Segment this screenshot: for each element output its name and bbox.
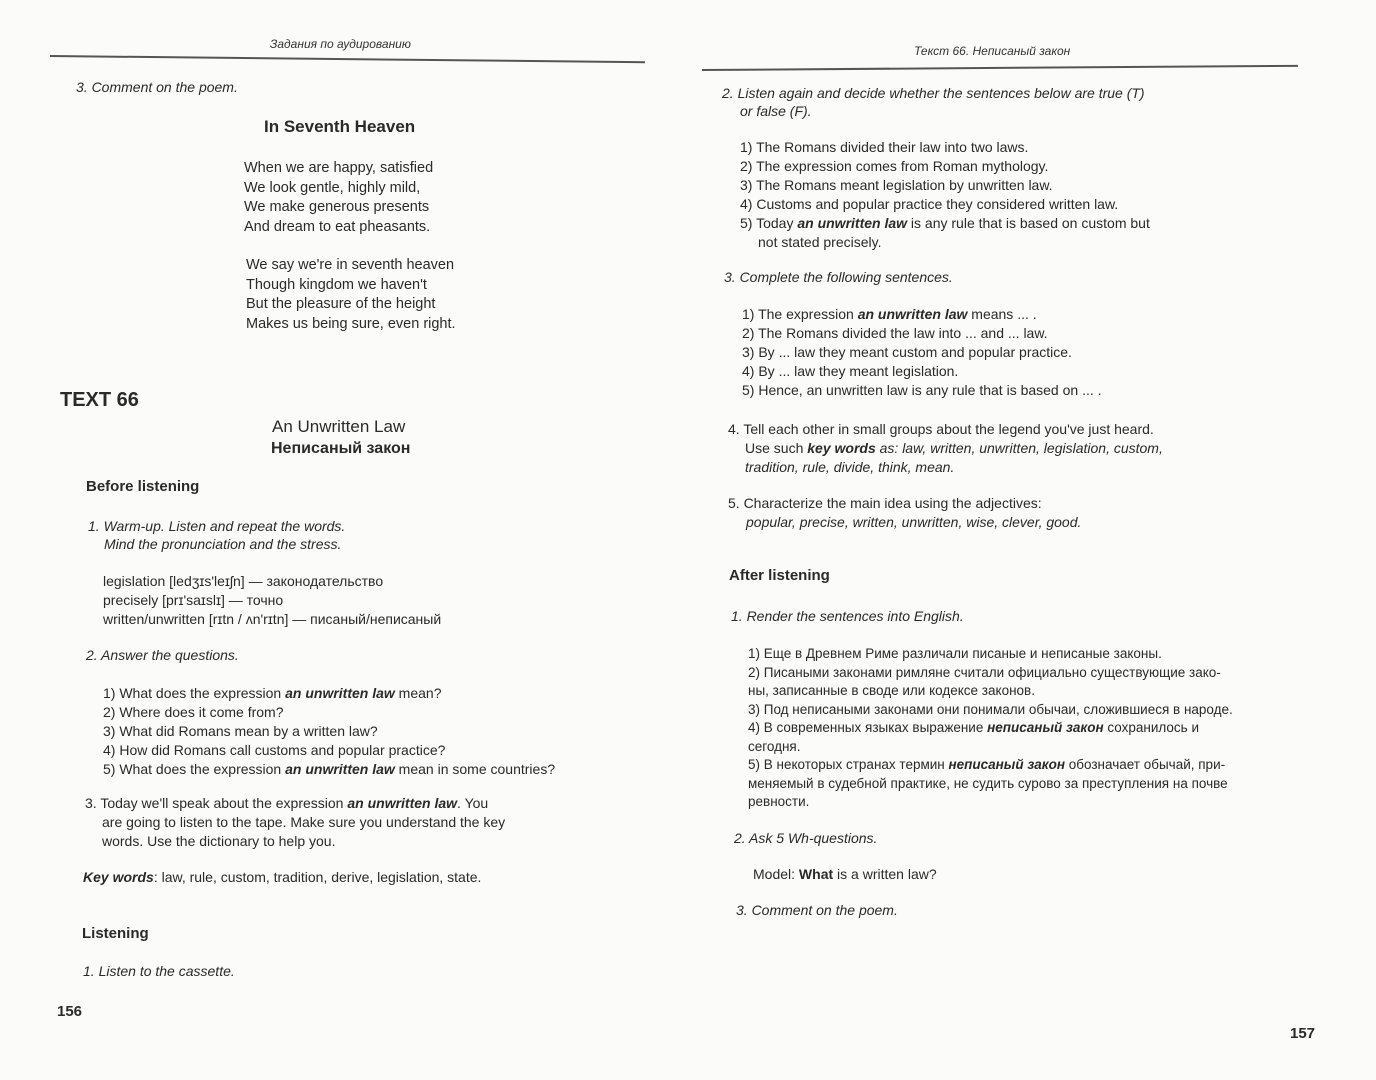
- questions-list: [103, 684, 555, 779]
- poem-stanza-1: [244, 159, 433, 237]
- poem-line: And dream to eat pheasants.: [244, 218, 431, 235]
- complete-item: 4) By ... law they meant legislation.: [742, 363, 959, 379]
- poem-line: Though kingdom we haven't: [246, 276, 427, 293]
- render-item: 4) В современных языках выражение неписаный закон сохранилось и: [748, 720, 1200, 735]
- comment-poem-task: 3. Comment on the poem.: [736, 902, 898, 918]
- poem-line: When we are happy, satisfied: [244, 160, 434, 176]
- wh-questions-task: 2. Ask 5 Wh-questions.: [734, 830, 878, 846]
- tf-list: 1) The Romans divided their law into two laws. 2) The expression comes from Roman mythology. 3) The Romans meant legislation by unwritten law. 4) Customs and popular practice they considered written law. 5) Today an unwritten law is any rule that is based on custom but not stated precisely.: [740, 139, 1150, 250]
- complete-task: 3. Complete the following sentences.: [724, 269, 953, 285]
- listening-task: 1. Listen to the cassette.: [83, 963, 235, 979]
- right-running-header: Текст 66. Неписаный закон: [914, 44, 1071, 58]
- tf-item: 3) The Romans meant legislation by unwritten law.: [740, 177, 1053, 193]
- tf-item: 5) Today an unwritten law is any rule that is based on custom but: [740, 215, 1150, 231]
- right-page: [688, 0, 1376, 1080]
- render-item: 5) В некоторых странах термин неписаный закон обозначает обычай, при-: [748, 757, 1226, 772]
- tf-item: 4) Customs and popular practice they considered written law.: [740, 196, 1119, 212]
- listening-heading: Listening: [82, 925, 149, 942]
- task5-paragraph: 5. Characterize the main idea using the adjectives: popular, precise, written, unwritten, wise, clever, good.: [728, 495, 1082, 530]
- question-item: 2) Where does it come from?: [103, 704, 284, 720]
- warmup-task-line1: 1. Warm-up. Listen and repeat the words.: [88, 518, 346, 534]
- question-item: 4) How did Romans call customs and popular practice?: [103, 742, 446, 758]
- poem-stanza-2: [246, 256, 456, 334]
- complete-item: 2) The Romans divided the law into ... and ... law.: [742, 325, 1048, 341]
- page-number-right: 157: [1290, 1025, 1316, 1042]
- vocab-item: legislation [ledʒɪs'leɪʃn] — законодательство: [103, 573, 384, 589]
- render-item: 3) Под неписаными законами они понимали обычаи, сложившиеся в народе.: [748, 701, 1233, 717]
- question-item: 5) What does the expression an unwritten law mean in some countries?: [103, 761, 556, 777]
- left-header-rule: [50, 55, 645, 63]
- text-title-en: An Unwritten Law: [272, 417, 406, 436]
- render-item: 1) Еще в Древнем Риме различали писаные и неписаные законы.: [748, 646, 1162, 661]
- render-sentences: 1) Еще в Древнем Риме различали писаные и неписаные законы. 2) Писаными законами римляне считали официально существующие зако- ны, записанные в своде или кодексе законов. 3) Под неписаными законами они понимали обычаи, сложившиеся в народе. 4) В современных языках выражение неписаный закон сохранилось и сегодня. 5) В некоторых странах термин неписаный закон обозначает обычай, при- меняемый в судебной практике, не судить сурово за преступления на почве ревности.: [748, 646, 1233, 809]
- after-listening-heading: After listening: [729, 567, 830, 584]
- tf-task-line2: or false (F).: [740, 103, 812, 119]
- task4-paragraph: 4. Tell each other in small groups about the legend you've just heard. Use such key words as: law, written, unwritten, legislation, custom, tradition, rule, divide, think, mean.: [728, 421, 1163, 475]
- tf-item: 1) The Romans divided their law into two laws.: [740, 139, 1029, 155]
- answer-questions-task: 2. Answer the questions.: [86, 647, 239, 663]
- right-header-rule: [702, 65, 1298, 71]
- vocab-item: written/unwritten [rɪtn / ʌn'rɪtn] — писаный/неписаный: [103, 611, 442, 627]
- warmup-task-line2: Mind the pronunciation and the stress.: [104, 536, 342, 552]
- complete-item: 3) By ... law they meant custom and popular practice.: [742, 344, 1072, 360]
- page-number-left: 156: [57, 1003, 83, 1020]
- key-words-line: Key words: law, rule, custom, tradition, derive, legislation, state.: [83, 869, 482, 885]
- poem-title: In Seventh Heaven: [264, 117, 416, 136]
- poem-task: 3. Comment on the poem.: [76, 79, 238, 95]
- complete-item: 1) The expression an unwritten law means ... .: [742, 306, 1037, 322]
- complete-item: 5) Hence, an unwritten law is any rule that is based on ... .: [742, 382, 1102, 398]
- text-label: TEXT 66: [60, 389, 139, 411]
- question-item: 3) What did Romans mean by a written law?: [103, 723, 378, 739]
- vocab-item: precisely [prɪ'saɪslɪ] — точно: [103, 592, 284, 608]
- tf-item: 2) The expression comes from Roman mythology.: [740, 158, 1049, 174]
- complete-list: [742, 305, 1102, 400]
- vocabulary-list: [103, 572, 441, 629]
- poem-line: Makes us being sure, even right.: [246, 315, 456, 332]
- model-line: Model: What is a written law?: [753, 866, 937, 882]
- poem-line: But the pleasure of the height: [246, 296, 436, 312]
- text-title-ru: Неписаный закон: [271, 440, 411, 457]
- left-running-header: Задания по аудированию: [270, 37, 411, 51]
- render-item: 2) Писаными законами римляне считали официально существующие зако-: [748, 664, 1221, 680]
- before-listening-heading: Before listening: [86, 478, 200, 495]
- render-task: 1. Render the sentences into English.: [731, 608, 964, 624]
- poem-line: We make generous presents: [244, 199, 430, 215]
- poem-line: We say we're in seventh heaven: [246, 257, 455, 273]
- poem-line: We look gentle, highly mild,: [244, 179, 421, 196]
- question-item: 1) What does the expression an unwritten law mean?: [103, 685, 442, 701]
- tf-task-line1: 2. Listen again and decide whether the sentences below are true (T): [722, 85, 1145, 101]
- task3-paragraph: 3. Today we'll speak about the expression an unwritten law. You are going to listen to the tape. Make sure you understand the key words. Use the dictionary to help you.: [85, 795, 506, 849]
